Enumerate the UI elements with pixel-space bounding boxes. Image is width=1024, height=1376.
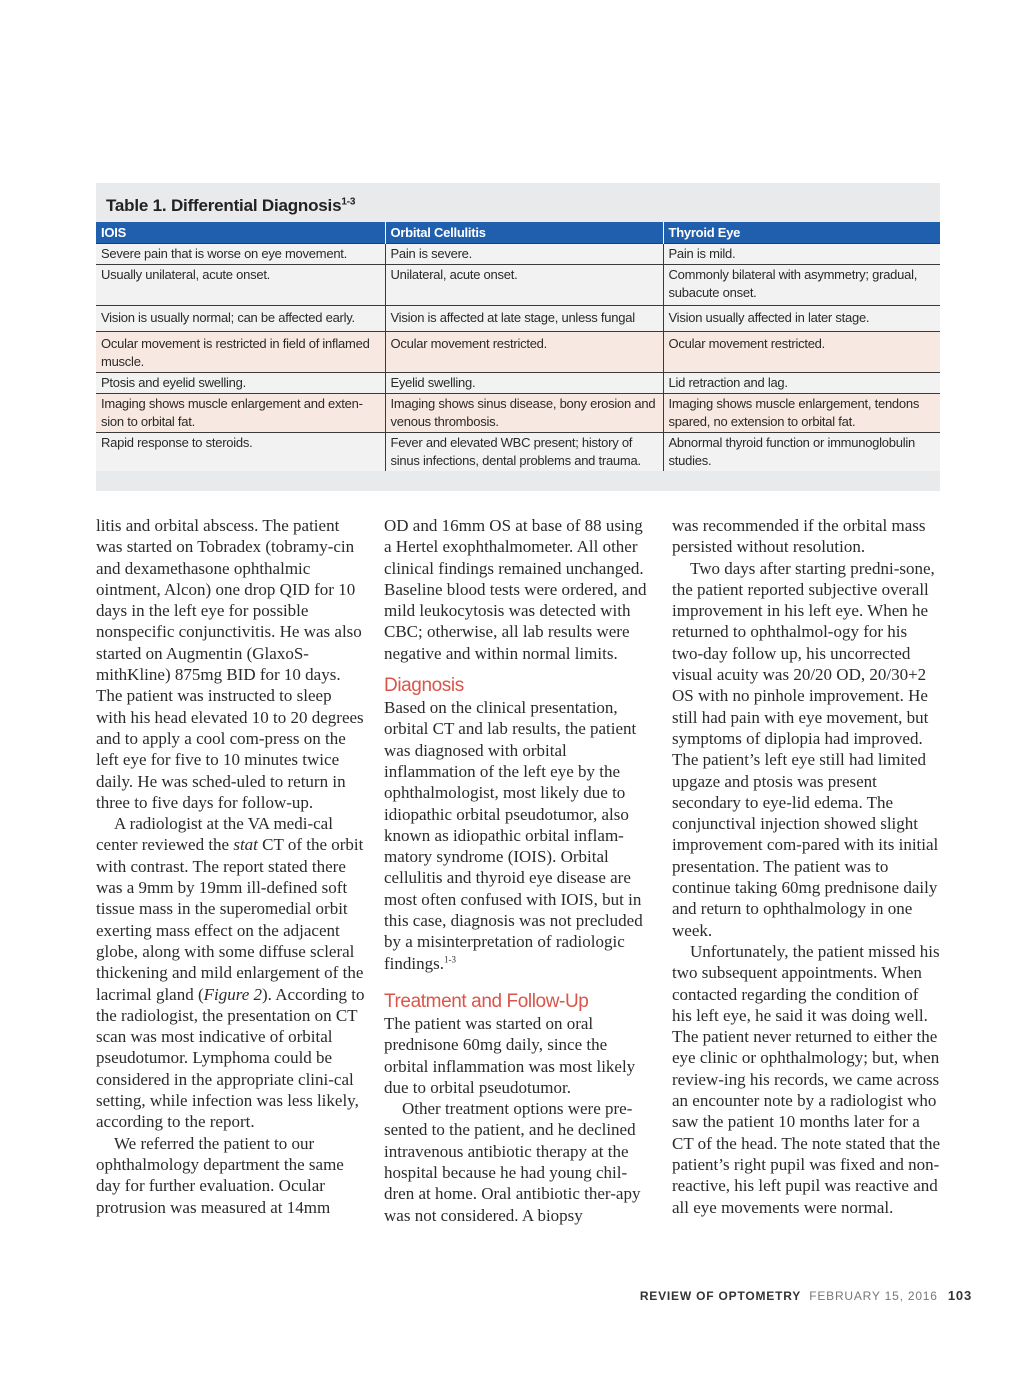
table-cell: Vision is affected at late stage, unless fungal: [385, 306, 663, 332]
paragraph: Other treatment options were pre-sented to the patient, and he declined intravenous antibiotic therapy at the hospital because he had young chil-dren at home. Oral antibiotic ther-apy was not considered. A biopsy: [384, 1099, 641, 1225]
header-orbital-cellulitis: Orbital Cellulitis: [385, 222, 663, 244]
table-cell: Unilateral, acute onset.: [385, 265, 663, 306]
issue-date: FEBRUARY 15, 2016: [809, 1289, 938, 1303]
section-heading-diagnosis: Diagnosis: [384, 675, 464, 697]
paragraph: Unfortunately, the patient missed his two subsequent appointments. When contacted regarding the condition of his left eye, he said it was doing well. The patient never returned to either the eye clinic or ophthalmology; but, when review-ing his records, we came across an encounter note by a radiologist who saw the patient 10 months later for a CT of the head. The note stated that the patient’s right pupil was fixed and non-reactive, his left pupil was reactive and all eye movements were normal.: [672, 941, 940, 1217]
table-cell: Ptosis and eyelid swelling.: [96, 373, 385, 394]
table-cell: Rapid response to steroids.: [96, 433, 385, 472]
table-cell: Pain is severe.: [385, 244, 663, 265]
article-column-2: [384, 515, 654, 1226]
table-row: [96, 433, 940, 472]
paragraph: Based on the clinical presentation, orbital CT and lab results, the patient was diagnosed with orbital inflammation of the left eye by the ophthalmologist, most likely due to idiopathic orbital pseudotumor, also known as idiopathic orbital inflam-matory syndrome (IOIS). Orbital cellulitis and thyroid eye disease are most often confused with IOIS, but in this case, diagnosis was not precluded by a misinterpretation of radiologic findings.$^{1-3}$: [384, 698, 643, 973]
header-thyroid-eye: Thyroid Eye: [663, 222, 940, 244]
article-column-1: [96, 515, 366, 1218]
table-cell: Lid retraction and lag.: [663, 373, 940, 394]
table-cell: Ocular movement is restricted in field of inflamed muscle.: [96, 332, 385, 373]
table-row: [96, 373, 940, 394]
differential-diagnosis-table: [96, 222, 940, 471]
table-cell: Severe pain that is worse on eye movement.: [96, 244, 385, 265]
table-row: [96, 394, 940, 433]
table-cell: Imaging shows muscle enlargement, tendons spared, no extension to orbital fat.: [663, 394, 940, 433]
table-title: Table 1. Differential Diagnosis$^{1-3}$: [106, 196, 356, 215]
table-cell: Usually unilateral, acute onset.: [96, 265, 385, 306]
table-cell: Ocular movement restricted.: [385, 332, 663, 373]
table-cell: Imaging shows muscle enlargement and exten-sion to orbital fat.: [96, 394, 385, 433]
differential-diagnosis-table-box: [96, 183, 940, 491]
table-cell: Commonly bilateral with asymmetry; gradual, subacute onset.: [663, 265, 940, 306]
table-cell: Ocular movement restricted.: [663, 332, 940, 373]
table-cell: Imaging shows sinus disease, bony erosion and venous thrombosis.: [385, 394, 663, 433]
table-row: [96, 265, 940, 306]
paragraph: litis and orbital abscess. The patient was started on Tobradex (tobramy-cin and dexamethasone ophthalmic ointment, Alcon) one drop QID for 10 days in the left eye for possible nonspecific conjunctivitis. He was also started on Augmentin (GlaxoS-mithKline) 875mg BID for 10 days. The patient was instructed to sleep with his head elevated 10 to 20 degrees and to apply a cool com-press on the left eye for five to 10 minutes twice daily. He was sched-uled to return in three to five days for follow-up.: [96, 516, 364, 812]
table-cell: Eyelid swelling.: [385, 373, 663, 394]
table-header-row: [96, 222, 940, 244]
page-number: 103: [947, 1288, 972, 1303]
section-heading-treatment: Treatment and Follow-Up: [384, 990, 589, 1012]
table-cell: Vision usually affected in later stage.: [663, 306, 940, 332]
table-row: [96, 244, 940, 265]
article-column-3: [672, 515, 942, 1218]
table-cell: Vision is usually normal; can be affected early.: [96, 306, 385, 332]
table-row: [96, 306, 940, 332]
magazine-name: REVIEW OF OPTOMETRY: [639, 1289, 802, 1303]
paragraph: OD and 16mm OS at base of 88 using a Hertel exophthalmometer. All other clinical findings remained unchanged. Baseline blood tests were ordered, and mild leukocytosis was detected with CBC; otherwise, all lab results were negative and within normal limits.: [384, 516, 647, 663]
table-cell: Pain is mild.: [663, 244, 940, 265]
table-cell: Fever and elevated WBC present; history of sinus infections, dental problems and trauma.: [385, 433, 663, 472]
paragraph: was recommended if the orbital mass persisted without resolution.: [672, 516, 926, 557]
paragraph: We referred the patient to our ophthalmology department the same day for further evaluation. Ocular protrusion was measured at 14mm: [96, 1133, 344, 1217]
page-footer: [640, 1288, 972, 1303]
paragraph: A radiologist at the VA medi-cal center reviewed the stat CT of the orbit with contrast. The report stated there was a 9mm by 19mm ill-defined soft tissue mass in the superomedial orbit exerting mass effect on the adjacent globe, along with some diffuse scleral thickening and mild enlargement of the lacrimal gland (Figure 2). According to the radiologist, the presentation on CT scan was most indicative of orbital pseudotumor. Lymphoma could be considered in the appropriate clini-cal setting, while infection was less likely, according to the report.: [96, 814, 365, 1132]
paragraph: The patient was started on oral prednisone 60mg daily, since the orbital inflammation was most likely due to orbital pseudotumor.: [384, 1013, 636, 1097]
header-iois: IOIS: [96, 222, 385, 244]
table-cell: Abnormal thyroid function or immunoglobulin studies.: [663, 433, 940, 472]
paragraph: Two days after starting predni-sone, the patient reported subjective overall improvement in his left eye. When he returned to ophthalmol-ogy for his two-day follow up, his uncorrected visual acuity was 20/20 OD, 20/30+2 OS with no pinhole improvement. He still had pain with eye movement, but symptoms of diplopia had improved. The patient’s left eye still had limited upgaze and ptosis was present secondary to eye-lid edema. The conjunctival injection showed slight improvement com-pared with its initial presentation. The patient was to continue taking 60mg prednisone daily and return to ophthalmology in one week.: [672, 558, 939, 940]
table-row: [96, 332, 940, 373]
